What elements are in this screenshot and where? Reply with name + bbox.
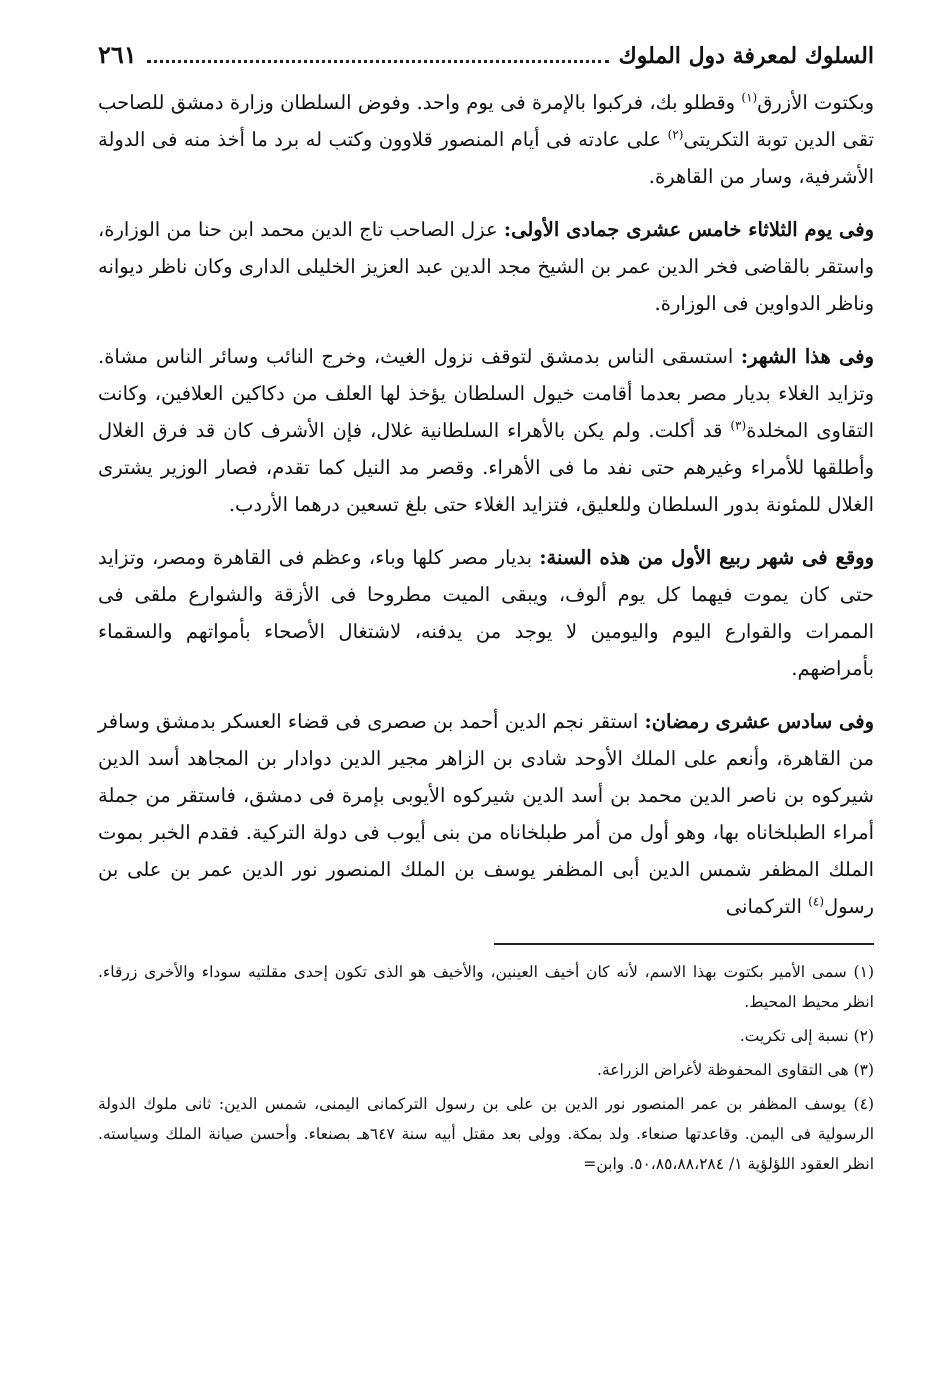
paragraph-2-lead: وفى يوم الثلاثاء خامس عشرى جمادى الأولى: xyxy=(503,218,874,241)
footnotes xyxy=(98,957,874,1179)
paragraph-3-lead: وفى هذا الشهر: xyxy=(740,345,874,368)
paragraph-5-text-a: استقر نجم الدين أحمد بن صصرى فى قضاء العسكر بدمشق وسافر من القاهرة، وأنعم على الملك الأوحد شادى بن الزاهر مجير الدين دوادار بن المجاهد أسد الدين شيركوه بن ناصر الدين محمد بن أسد الدين شيركوه الأيوبى بإمرة فى دمشق، فاستقر من جملة أمراء الطبلخاناه بها، وهو أول من أمر طبلخاناه من بنى أيوب فى دولة التركية. فقدم الخبر بموت الملك المظفر شمس الدين أبى المظفر يوسف بن الملك المنصور نور الدين عمر بن على بن رسول xyxy=(98,710,874,918)
footnote-ref-1: (١) xyxy=(741,90,758,105)
paragraph-1 xyxy=(98,84,874,195)
paragraph-4 xyxy=(98,539,874,687)
paragraph-2-text: عزل الصاحب تاج الدين محمد ابن حنا من الوزارة، واستقر بالقاضى فخر الدين عمر بن الشيخ مجد الدين عبد العزيز الخليلى الدارى وكان ناظر ديوانه وناظر الدواوين فى الوزارة. xyxy=(98,218,874,315)
document-page xyxy=(98,40,874,1183)
main-text xyxy=(98,84,874,925)
paragraph-4-lead: ووقع فى شهر ربيع الأول من هذه السنة: xyxy=(539,546,874,569)
footnote-separator xyxy=(494,943,874,945)
page-number: ٢٦١ xyxy=(98,40,137,69)
paragraph-5 xyxy=(98,703,874,925)
footnote-ref-2: (٢) xyxy=(667,127,684,142)
footnote-ref-3: (٣) xyxy=(730,418,747,433)
book-title: السلوك لمعرفة دول الملوك xyxy=(618,43,874,69)
paragraph-4-text: بديار مصر كلها وباء، وعظم فى القاهرة ومصر، وتزايد حتى كان يموت فيهما كل يوم ألوف، ويبقى الميت مطروحا فى الأزقة والشوارع ملقى فى الممرات والقوارع اليوم واليومين لا يوجد من يدفنه، لاشتغال الأصحاء بأمواتهم والسقماء بأمراضهم. xyxy=(98,546,874,680)
paragraph-2 xyxy=(98,211,874,322)
footnote-2: (٢) نسبة إلى تكريت. xyxy=(739,1027,874,1045)
running-header xyxy=(98,40,874,84)
footnote-1: (١) سمى الأمير بكتوت بهذا الاسم، لأنه كان أخيف العينين، والأخيف هو الذى تكون إحدى مقلتيه سوداء والأخرى زرقاء. انظر محيط المحيط. xyxy=(98,963,874,1011)
paragraph-5-lead: وفى سادس عشرى رمضان: xyxy=(644,710,874,733)
footnote-3: (٣) هى التقاوى المحفوظة لأغراض الزراعة. xyxy=(597,1061,874,1079)
footnote-ref-4: (٤) xyxy=(808,894,824,909)
footnote-4: (٤) يوسف المظفر بن عمر المنصور نور الدين بن على بن رسول التركمانى اليمنى، شمس الدين: ثانى ملوك الدولة الرسولية فى اليمن. وقاعدتها صنعاء. ولد بمكة. وولى بعد مقتل أبيه سنة ٦٤٧هـ بصنعاء. وأحسن صيانة الملك وسياسته. انظر العقود اللؤلؤية ١/ ٥٠،٨٥،٨٨،٢٨٤. وابن= xyxy=(98,1095,874,1173)
paragraph-5-text-b: التركمانى xyxy=(725,895,809,918)
paragraph-3 xyxy=(98,338,874,523)
paragraph-1-text-c: على عادته فى أيام المنصور قلاوون وكتب له برد ما أخذ منه فى الدولة الأشرفية، وسار من القاهرة. xyxy=(98,128,874,188)
paragraph-3-text-a: استسقى الناس بدمشق لتوقف نزول الغيث، وخرج النائب وسائر الناس مشاة. وتزايد الغلاء بديار مصر بعدما أقامت خيول السلطان يؤخذ لها العلف من دكاكين العلافين، وكانت التقاوى المخلدة xyxy=(98,345,874,442)
paragraph-1-text-b: وقطلو بك، فركبوا بالإمرة فى يوم واحد. وفوض السلطان وزارة دمشق للصاحب تقى الدين توبة التكريتى xyxy=(98,91,874,151)
paragraph-3-text-b: قد أكلت. ولم يكن بالأهراء السلطانية غلال، فإن الأشرف كان قد فرق الغلال وأطلقها للأمراء وغيرهم حتى نفد ما فى الأهراء. وقصر مد النيل كما تقدم، فصار الوزير يشترى الغلال للمئونة بدور السلطان وللعليق، فتزايد الغلاء حتى بلغ تسعين درهما الأردب. xyxy=(98,419,874,516)
header-dot-leader xyxy=(147,46,609,63)
paragraph-1-text-a: وبكتوت الأزرق xyxy=(757,91,874,114)
